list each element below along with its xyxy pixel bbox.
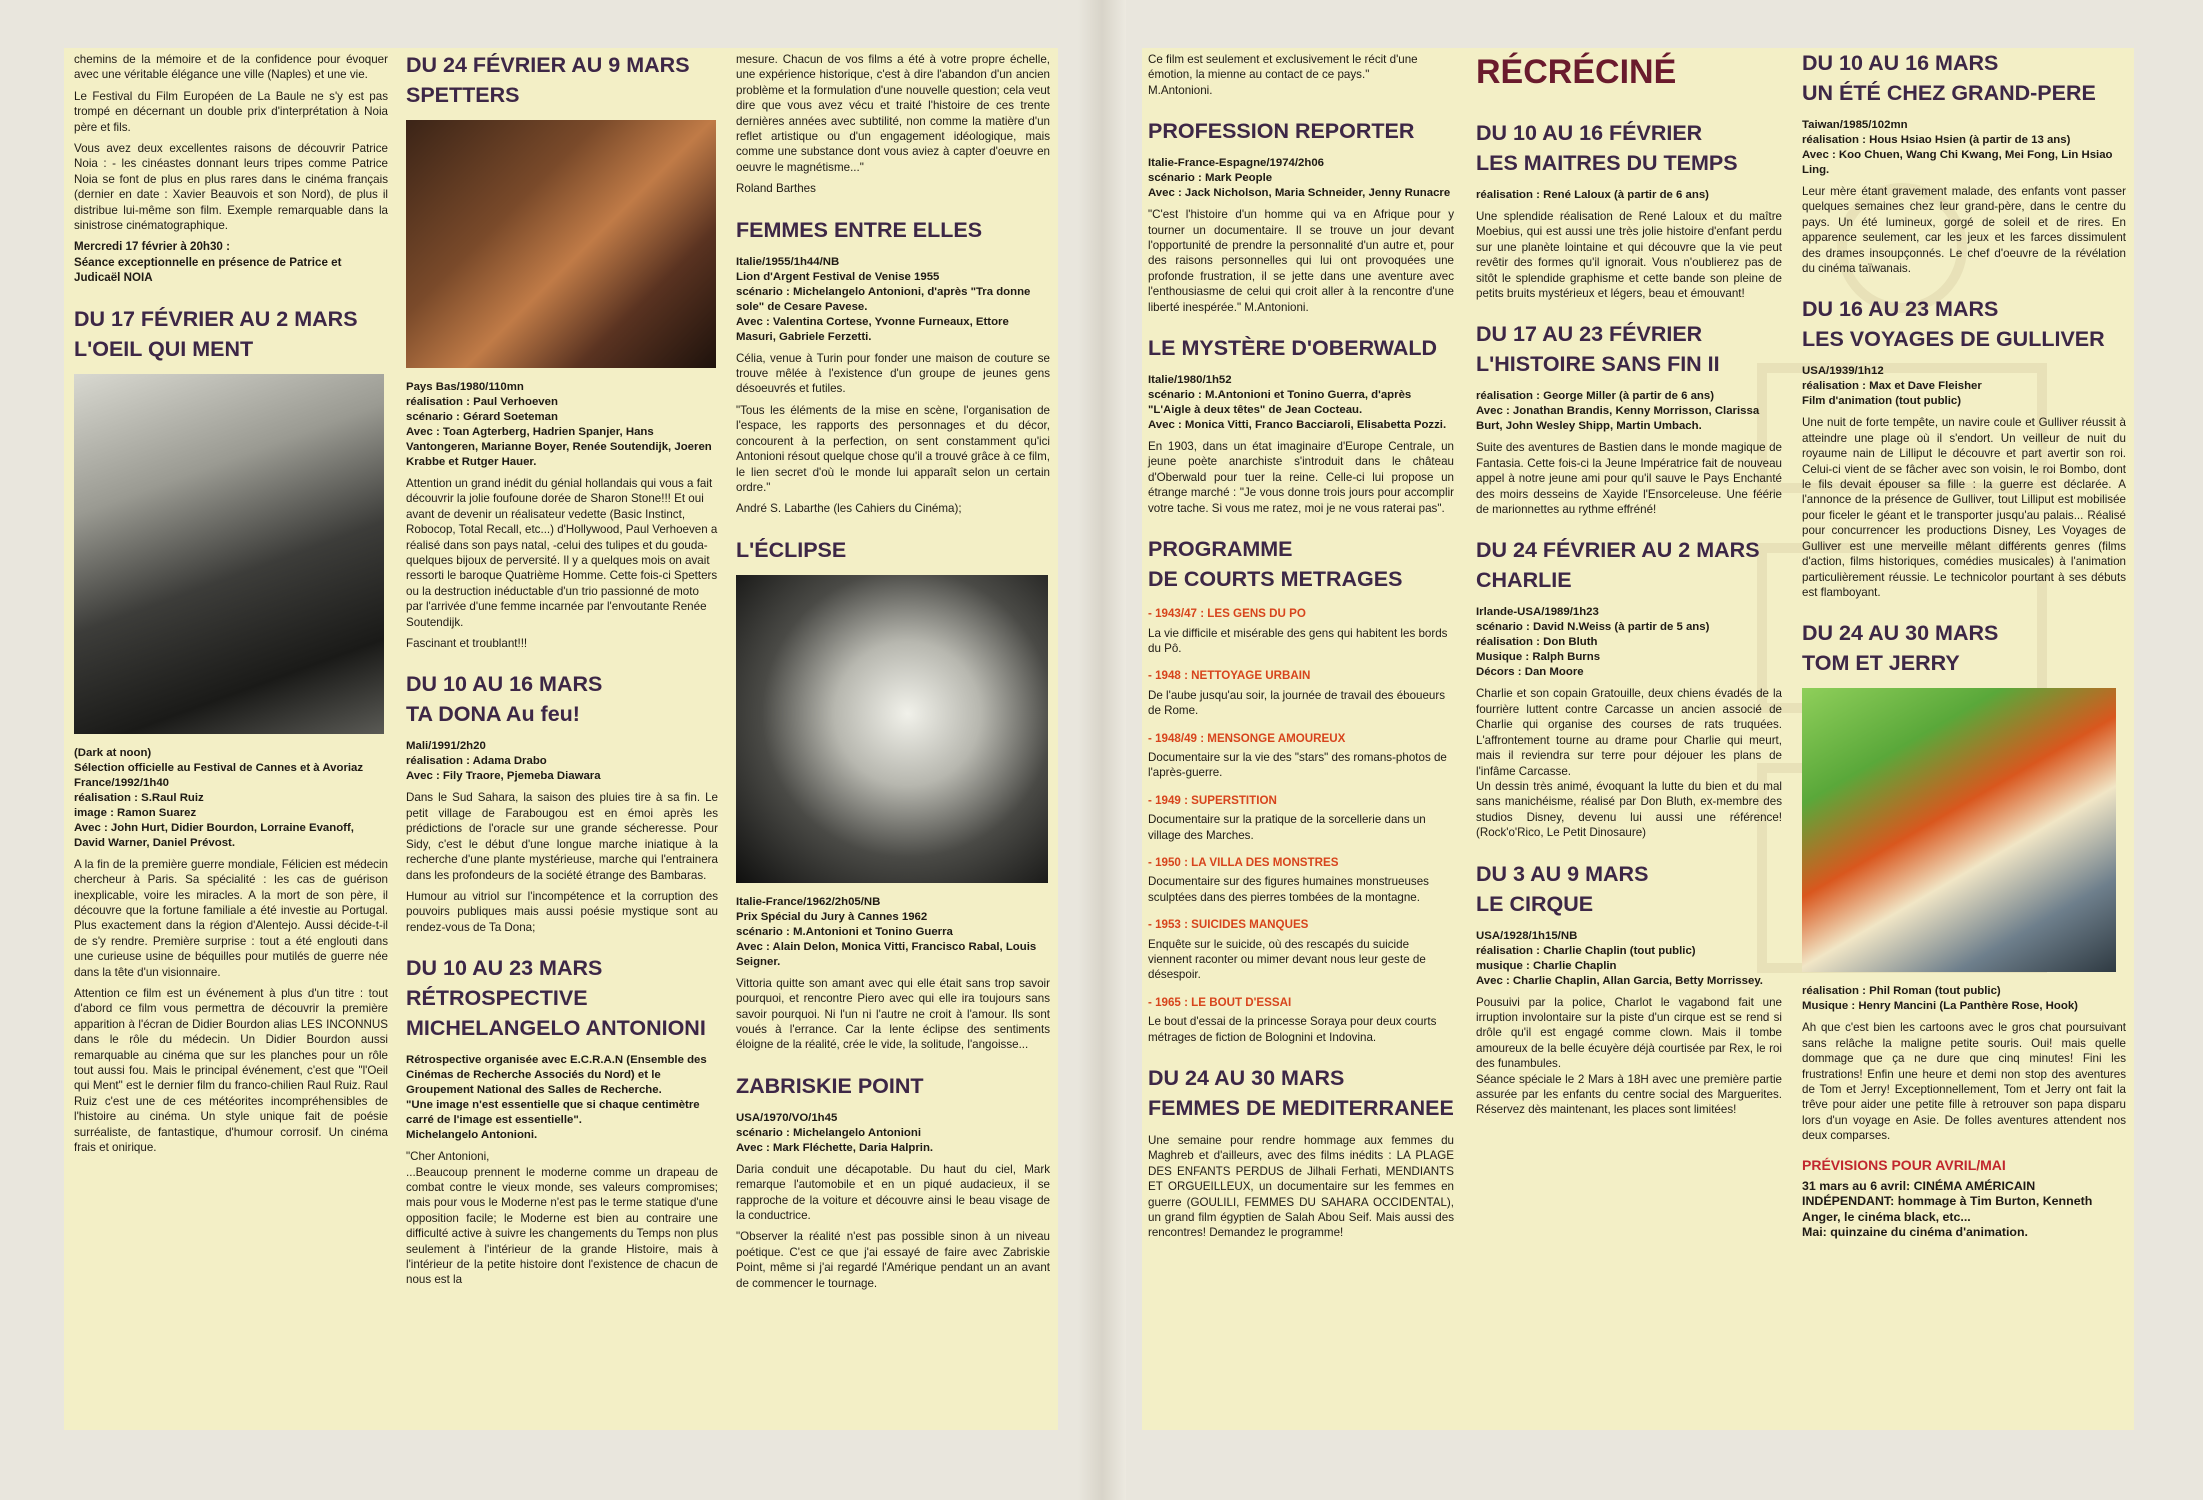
profession-text: "C'est l'histoire d'un homme qui va en Afrique pour y tourner un documentaire. Il se trouve un jour devant l'opportunité de prendre la personnalité d'un autre et, pour des raisons personnelles qui lui ont provoquées une profonde frustration, il se jette dans une aventure avec l'enthousiasme de celui qui croit aller à la rencontre d'une liberté inespérée." M.Antonioni. xyxy=(1148,208,1454,314)
binding-gutter xyxy=(1078,0,1126,1500)
court-head-1: - 1943/47 : LES GENS DU PO xyxy=(1148,607,1306,621)
tadona-title: DU 10 AU 16 MARS TA DONA Au feu! xyxy=(406,672,603,727)
ete-credits: Taiwan/1985/102mn réalisation : Hous Hsiao Hsien (à partir de 13 ans) Avec : Koo Chuen, Wang Chi Kwang, Mei Fong, Lin Hsiao Ling. xyxy=(1802,119,2113,176)
court-text-5: Documentaire sur des figures humaines monstrueuses sculptées dans des pierres tombées de la montagne. xyxy=(1148,875,1429,904)
spetters-text-2: Fascinant et troublant!!! xyxy=(406,637,528,651)
right-page xyxy=(1142,48,2134,1430)
tom-credits: réalisation : Phil Roman (tout public) Musique : Henry Mancini (La Panthère Rose, Hook) xyxy=(1802,985,2078,1013)
maitres-credits: réalisation : René Laloux (à partir de 6 ans) xyxy=(1476,189,1709,201)
noia-event: Mercredi 17 février à 20h30 : Séance exceptionnelle en présence de Patrice et Judicaël NOIA xyxy=(74,240,342,285)
tadona-text-2: Humour au vitriol sur l'incompétence et la corruption des pouvoirs publiques mais aussi poésie mystique sont au rendez-vous de Ta Dona; xyxy=(406,889,718,934)
retro-title: DU 10 AU 23 MARS RÉTROSPECTIVE MICHELANGELO ANTONIONI xyxy=(406,956,706,1041)
court-head-7: - 1965 : LE BOUT D'ESSAI xyxy=(1148,995,1292,1009)
retro-text-1: "Cher Antonioni, xyxy=(406,1150,490,1164)
charlie-credits: Irlande-USA/1989/1h23 scénario : David N.Weiss (à partir de 5 ans) réalisation : Don Bluth Musique : Ralph Burns Décors : Dan Moore xyxy=(1476,606,1710,679)
cirque-text: Pousuivi par la police, Charlot le vagabond fait une irruption involontaire sur la piste d'un cirque est se rend si drôle qu'il est engagé comme clown. Mais il tombe amoureux de la belle écuyère déjà courtisée par Rex, le roi des funambules. Séance spéciale le 2 Mars à 18H avec une première partie assurée par les enfants du centre social des Marguerites. Réservez dès maintenant, les places sont limitées! xyxy=(1476,995,1782,1117)
tadona-credits: Mali/1991/2h20 réalisation : Adama Drabo Avec : Fily Traore, Pjemeba Diawara xyxy=(406,740,601,783)
tom-text: Ah que c'est bien les cartoons avec le gros chat poursuivant sans relâche la maligne petite souris. Oui! mais quelle dommage que ça ne dure que cinq minutes! Fini les frustrations! Enfin une heure et demi non stop des aventures de Tom et Jerry! Exceptionnellement, Tom et Jerry ont fait la trêve pour aider une petite fille à retrouver son papa disparu lors d'un voyage en Asie. De folles aventures attendent nos deux comparses. xyxy=(1802,1021,2126,1143)
eclipse-text: Vittoria quitte son amant avec qui elle était sans trop savoir pourquoi, et rencontre Piero avec qui elle ira toujours sans savoir pourquoi. Ni l'un ni l'autre ne croit à l'amour. Ils sont voués à l'errance. Car la lente éclipse des sentiments éloigne de la réalité, crée le vide, la solitude, l'angoisse... xyxy=(736,976,1050,1052)
spetters-text-1: Attention un grand inédit du génial hollandais qui vous a fait découvrir la jolie foufoune dorée de Sharon Stone!!! Et oui avant de devenir un réalisateur vedette (Basic Instinct, Robocop, Total Recall, etc...) d'Hollywood, Paul Verhoeven a réalisé dans son pays natal, -celui des tulipes et du gouda- quelques bijoux de perversité. Il y a quelques mois on avait ressorti le baroque Quatrième Homme. Cette fois-ci Spetters ou la destruction inéductable d'un trio passionné de moto par l'arrivée d'une femme incarnée par l'envoutante Renée Soutendijk. xyxy=(406,477,718,629)
right-column-3 xyxy=(1802,48,2126,1247)
cirque-title: DU 3 AU 9 MARS LE CIRQUE xyxy=(1476,861,1649,916)
oeil-text-2: Attention ce film est un événement à plus d'un titre : tout d'abord ce film vous permettra de découvrir la première apparition à l'écran de Didier Bourdon alias LES INCONNUS dans le rôle du médecin. Un Didier Bourdon aussi remarquable au cinéma que sur les planches pour un rôle tout aussi fou. Mais le principal événement, c'est que "l'Oeil qui Ment" est le dernier film du franco-chilien Raul Ruiz. Raul Ruiz c'est une de ces météorites incompréhensibles de l'histoire au cinéma. Un style unique fait de poésie surréaliste, de fantastique, d'humour corrosif. Un cinéma frais et onirique. xyxy=(74,986,388,1154)
barthes-quote: mesure. Chacun de vos films a été à votre propre échelle, une expérience historique, c'est à dire l'abandon d'un ancien problème et la formulation d'une nouvelle question; cela veut dire que vous avez vécu et traité l'histoire de ces trente dernières années avec subtilité, non comme la matière d'un reflet artistique ou d'un engagement idéologique, mais comme une substance dont vous aviez à capter d'oeuvre en oeuvre le magnétisme..." xyxy=(736,53,1050,174)
court-text-6: Enquête sur le suicide, où des rescapés du suicide viennent raconter ou mimer devant nous leur geste de désespoir. xyxy=(1148,937,1426,982)
charlie-title: DU 24 FÉVRIER AU 2 MARS CHARLIE xyxy=(1476,538,1760,593)
court-head-6: - 1953 : SUICIDES MANQUES xyxy=(1148,918,1309,932)
left-column-3 xyxy=(736,48,1050,1297)
maitres-title: DU 10 AU 16 FÉVRIER LES MAITRES DU TEMPS xyxy=(1476,121,1738,175)
femmes-text-2: "Tous les éléments de la mise en scène, l'organisation de l'espace, les rapports des personnages et du décor, concourent à la perfection, on sent constamment qu'ici Antonioni résout quelque chose qu'il a trouvé grâce à ce film, le lien secret d'où le monde lui apparaît selon un certain ordre." xyxy=(736,403,1050,494)
tadona-text-1: Dans le Sud Sahara, la saison des pluies tire à sa fin. Le petit village de Farabougou est en émoi après les prédictions de l'oracle sur une grande sécheresse. Pour Sidy, c'est le début d'une longue marche iniatique à la recherche d'une plante mystérieuse, marche qui l'entrainera dans les profondeurs de la société étrange des Bambaras. xyxy=(406,791,718,882)
court-text-1: La vie difficile et misérable des gens qui habitent les bords du Pô. xyxy=(1148,626,1448,655)
left-column-1 xyxy=(74,48,388,1161)
zabriskie-title: ZABRISKIE POINT xyxy=(736,1073,924,1098)
oeil-credits: (Dark at noon) Sélection officielle au Festival de Cannes et à Avoriaz France/1992/1h40 réalisation : S.Raul Ruiz image : Ramon Suarez Avec : John Hurt, Didier Bourdon, Lorraine Evanoff, David Warner, Daniel Prévost. xyxy=(74,746,364,849)
ete-title: DU 10 AU 16 MARS UN ÉTÉ CHEZ GRAND-PERE xyxy=(1802,51,2096,105)
tom-jerry-photo xyxy=(1802,688,2116,972)
left-column-2 xyxy=(406,48,718,1294)
femmes-text-3: André S. Labarthe (les Cahiers du Cinéma); xyxy=(736,502,962,516)
profession-credits: Italie-France-Espagne/1974/2h06 scénario : Mark People Avec : Jack Nicholson, Maria Schneider, Jenny Runacre xyxy=(1148,157,1451,200)
court-head-3: - 1948/49 : MENSONGE AMOUREUX xyxy=(1148,731,1346,745)
mediterranee-text: Une semaine pour rendre hommage aux femmes du Maghreb et d'ailleurs, avec des films inédits : LA PLAGE DES ENFANTS PERDUS de Jilhali Ferhati, MENDIANTS ET ORGUEILLEUX, un documentaire sur les femmes en guerre (GOULILI, FEMMES DU SAHARA OCCIDENTAL), un grand film égyptien de Salah Abou Seif. Mais aussi des rencontres! Demandez le programme! xyxy=(1148,1134,1454,1240)
gulliver-credits: USA/1939/1h12 réalisation : Max et Dave Fleisher Film d'animation (tout public) xyxy=(1802,365,1982,408)
oeil-photo xyxy=(74,374,384,734)
cirque-credits: USA/1928/1h15/NB réalisation : Charlie Chaplin (tout public) musique : Charlie Chaplin Avec : Charlie Chaplin, Allan Garcia, Betty Morrissey. xyxy=(1476,929,1763,987)
gulliver-text: Une nuit de forte tempête, un navire coule et Gulliver réussit à atteindre une plage où il s'endort. Un veilleur de nuit du royaume nain de Lilliput le découvre et part avertir son roi. Celui-ci vient de se fâcher avec son voisin, le roi Bombo, dont le fils devait épouser sa fille : la guerre est déclarée. A l'annonce de la présence de Gulliver, tout Lilliput est mobilisée pour ficeler le géant et le transporter jusqu'au palais... Réalisé pour concurrencer les productions Disney, Les Voyages de Gulliver est une merveille mêlant différents genres (films d'action, films historiques, comédies musicales) à l'animation particulièrement réussie. Le technicolor pourtant à ses débuts est flamboyant. xyxy=(1802,416,2126,599)
mediterranee-title: DU 24 AU 30 MARS FEMMES DE MEDITERRANEE xyxy=(1148,1066,1454,1121)
profession-title: PROFESSION REPORTER xyxy=(1148,119,1415,144)
courts-title: PROGRAMME DE COURTS METRAGES xyxy=(1148,537,1403,592)
oeil-title: DU 17 FÉVRIER AU 2 MARS L'OEIL QUI MENT xyxy=(74,306,358,361)
court-head-5: - 1950 : LA VILLA DES MONSTRES xyxy=(1148,855,1339,869)
spetters-photo xyxy=(406,120,716,368)
femmes-credits: Italie/1955/1h44/NB Lion d'Argent Festival de Venise 1955 scénario : Michelangelo Antonioni, d'après "Tra donne sole" de Cesare Pavese. Avec : Valentina Cortese, Yvonne Furneaux, Ettore Masuri, Gabriele Ferzetti. xyxy=(736,255,1031,343)
noia-intro-3: Vous avez deux excellentes raisons de découvrir Patrice Noia : - les cinéastes donnant leurs tripes comme Patrice Noia se font de plus en plus rares dans le cinéma français (dernier en date : Xavier Beauvois et son Nord), de plus il distribue lui-même son film. Exemple remarquable dans la sinistrose cinématographique. xyxy=(74,142,388,233)
oeil-text-1: A la fin de la première guerre mondiale, Félicien est médecin chercheur à Paris. Sa spécialité : les cas de guérison inexplicable, voire les miracles. A la mort de son père, il découvre que la fortune familiale a été investie au Portugal. Plus exactement dans la région d'Alentejo. Aussi décide-t-il de s'y rendre. Première surprise : tout a été englouti dans une curieuse usine de béquilles pour mutilés de guerre née dans la tête d'un visionnaire. xyxy=(74,857,388,979)
recrecine-brand: RÉCRÉCINÉ xyxy=(1476,53,1677,91)
antonioni-quote-end: Ce film est seulement et exclusivement le récit d'une émotion, la mienne au contact de ce pays." M.Antonioni. xyxy=(1148,53,1418,97)
noia-intro-1: chemins de la mémoire et de la confidence pour évoquer avec une véritable élégance une ville (Naples) et une vie. xyxy=(74,53,388,82)
right-column-2 xyxy=(1476,48,1782,1124)
zabriskie-text-1: Daria conduit une décapotable. Du haut du ciel, Mark remarque l'automobile et en un piqué audacieux, il se rapproche de la voiture et découvre ainsi le beau visage de la conductrice. xyxy=(736,1162,1050,1222)
court-text-2: De l'aube jusqu'au soir, la journée de travail des éboueurs de Rome. xyxy=(1148,688,1446,718)
eclipse-title: L'ÉCLIPSE xyxy=(736,537,847,562)
retro-text-2: ...Beaucoup prennent le moderne comme un drapeau de combat contre le vieux monde, ses valeurs compromises; mais pour vous le Moderne n'est pas le terme statique d'une opposition facile; le Moderne est bien au contraire une difficulté active à suivre les changements du Temps non plus seulement à l'intérieur de la grande Histoire, mais à l'intérieur de la petite histoire dont l'existence de chacun de nous est la xyxy=(406,1165,718,1287)
court-head-2: - 1948 : NETTOYAGE URBAIN xyxy=(1148,669,1311,683)
maitres-text: Une splendide réalisation de René Laloux et du maître Moebius, qui est aussi une très jolie histoire d'enfant perdu sur une planète lointaine et qui découvre que la vie peut revêtir des formes qu'il ignorait. Vous n'oublierez pas de sitôt le splendide graphisme et cette bande son pleine de petits bruits mystérieux et légers, beau et émouvant! xyxy=(1476,210,1782,301)
oberwald-text: En 1903, dans un état imaginaire d'Europe Centrale, un jeune poète anarchiste s'introduit dans le château d'Oberwald pour tuer la reine. Celle-ci lui propose un étrange marché : "Je vous donne trois jours pour accomplir votre tache. Si vous me ratez, moi je ne vous raterai pas". xyxy=(1148,440,1454,515)
femmes-text-1: Célia, venue à Turin pour fonder une maison de couture se trouve mêlée à l'existence d'un groupe de jeunes gens désoeuvrés et futiles. xyxy=(736,351,1050,396)
zabriskie-credits: USA/1970/VO/1h45 scénario : Michelangelo Antonioni Avec : Mark Fléchette, Daria Halprin. xyxy=(736,1111,934,1154)
femmes-title: FEMMES ENTRE ELLES xyxy=(736,217,983,242)
eclipse-photo xyxy=(736,575,1048,883)
sansfin-credits: réalisation : George Miller (à partir de 6 ans) Avec : Jonathan Brandis, Kenny Morrisson, Clarissa Burt, John Wesley Shipp, Martin Umbach. xyxy=(1476,390,1760,433)
court-text-7: Le bout d'essai de la princesse Soraya pour deux courts métrages de fiction de Bolognini et Indovina. xyxy=(1148,1015,1437,1044)
court-head-4: - 1949 : SUPERSTITION xyxy=(1148,793,1277,807)
court-text-3: Documentaire sur la vie des "stars" des romans-photos de l'après-guerre. xyxy=(1148,750,1447,780)
spetters-title: DU 24 FÉVRIER AU 9 MARS SPETTERS xyxy=(406,53,690,107)
sansfin-text: Suite des aventures de Bastien dans le monde magique de Fantasia. Cette fois-ci la Jeune Impératrice fait de nouveau appel à notre jeune ami pour qu'il sauve le Pays Enchanté des moirs desseins de Xayide l'Ensorceleuse. Une féérie de marionnettes au rythme effréné! xyxy=(1476,441,1782,517)
oberwald-title: LE MYSTÈRE D'OBERWALD xyxy=(1148,336,1438,361)
charlie-text: Charlie et son copain Gratouille, deux chiens évadés de la fourrière luttent contre Carcasse un ancien associé de Charlie qui organise des courses de rats truquées. L'affrontement tourne au drame pour Charlie qui meurt, mais il reviendra sur terre pour déjouer les plans de l'infâme Carcasse. Un dessin très animé, évoquant la lutte du bien et du mal sans manichéisme, réalisé par Don Bluth, ex-membre des studios Disney, devenu lui aussi une référence! (Rock'o'Rico, Le Petit Dinosaure) xyxy=(1476,687,1782,840)
spetters-credits: Pays Bas/1980/110mn réalisation : Paul Verhoeven scénario : Gérard Soeteman Avec : Toan Agterberg, Hadrien Spanjer, Hans Vantongeren, Marianne Boyer, Renée Soutendijk, Joeren Krabbe et Rutger Hauer. xyxy=(406,381,712,468)
gulliver-title: DU 16 AU 23 MARS LES VOYAGES DE GULLIVER xyxy=(1802,297,2105,352)
sansfin-title: DU 17 AU 23 FÉVRIER L'HISTOIRE SANS FIN II xyxy=(1476,322,1720,377)
court-text-4: Documentaire sur la pratique de la sorcellerie dans un village des Marches. xyxy=(1148,813,1426,842)
previsions-title: PRÉVISIONS POUR AVRIL/MAI xyxy=(1802,1156,2006,1173)
previsions-text: 31 mars au 6 avril: CINÉMA AMÉRICAIN INDÉPENDANT: hommage à Tim Burton, Kenneth Anger, le cinéma black, etc... Mai: quinzaine du cinéma d'animation. xyxy=(1802,1178,2093,1240)
retro-credits: Rétrospective organisée avec E.C.R.A.N (Ensemble des Cinémas de Recherche Associés du Nord) et le Groupement National des Salles de Recherche. "Une image n'est essentielle que si chaque centimètre carré de l'image est essentielle". Michelangelo Antonioni. xyxy=(406,1054,707,1142)
tom-title: DU 24 AU 30 MARS TOM ET JERRY xyxy=(1802,621,1999,676)
eclipse-credits: Italie-France/1962/2h05/NB Prix Spécial du Jury à Cannes 1962 scénario : M.Antonioni et Tonino Guerra Avec : Alain Delon, Monica Vitti, Francisco Rabal, Louis Seigner. xyxy=(736,895,1037,968)
noia-intro-2: Le Festival du Film Européen de La Baule ne s'y est pas trompé en décernant un double prix d'interprétation à Noia père et fils. xyxy=(74,89,388,134)
oberwald-credits: Italie/1980/1h52 scénario : M.Antonioni et Tonino Guerra, d'après "L'Aigle à deux têtes" de Jean Cocteau. Avec : Monica Vitti, Franco Bacciaroli, Elisabetta Pozzi. xyxy=(1148,374,1447,432)
left-page xyxy=(64,48,1058,1430)
right-column-1 xyxy=(1148,48,1454,1247)
barthes-author: Roland Barthes xyxy=(736,182,816,196)
zabriskie-text-2: "Observer la réalité n'est pas possible sinon à un niveau poétique. C'est ce que j'ai essayé de faire avec Zabriskie Point, même si j'ai regardé l'Amérique pendant un an avant de commencer le tournage. xyxy=(736,1230,1050,1290)
ete-text: Leur mère étant gravement malade, des enfants vont passer quelques semaines chez leur grand-père, dans le centre du pays. Un été lumineux, gorgé de soleil et de rires. En apparence seulement, car les jeux et les farces dissimulent des drames insoupçonnés. Le chef d'oeuvre de la révélation du cinéma taïwanais. xyxy=(1802,185,2126,276)
